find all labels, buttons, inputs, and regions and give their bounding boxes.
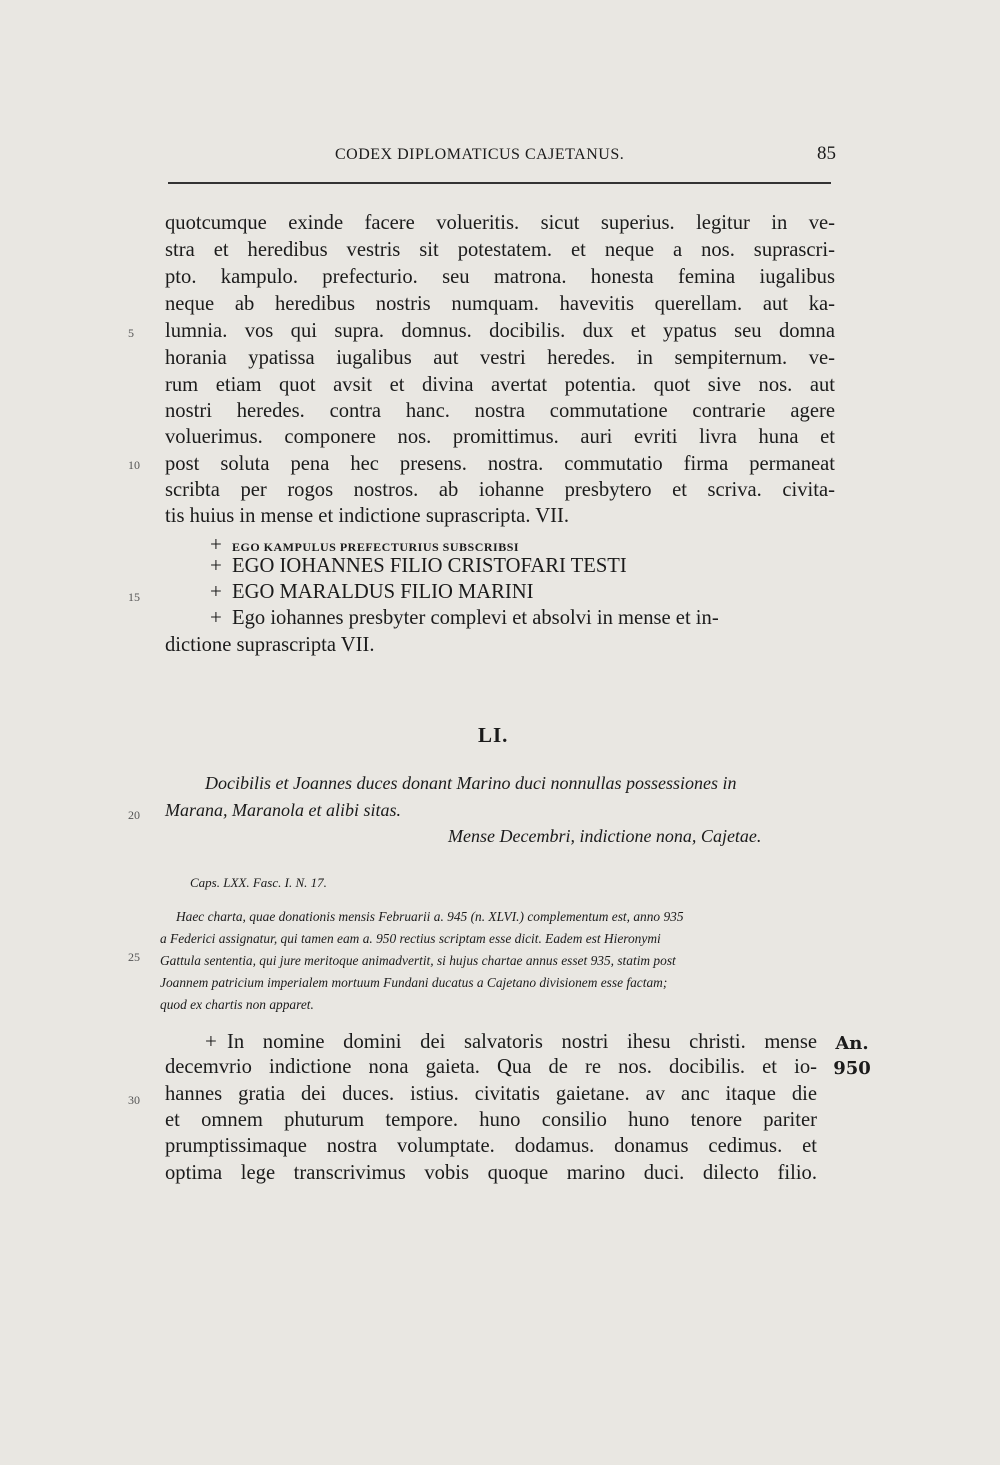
signature-text: EGO KAMPULUS PREFECTURIUS SUBSCRIBSI xyxy=(232,540,520,554)
body-line: pto. kampulo. prefecturio. seu matrona. honesta femina iugalibus xyxy=(165,266,835,288)
signature-text: Ego iohannes presbyter complevi et absolvi in mense et in- xyxy=(232,607,719,629)
note-line: a Federici assignatur, qui tamen eam a. 950 rectius scriptam esse dicit. Eadem est Hieronymi xyxy=(160,931,661,946)
header-rule xyxy=(168,182,831,184)
body-line: stra et heredibus vestris sit potestatem. et neque a nos. suprascri- xyxy=(165,239,835,261)
body-line: neque ab heredibus nostris numquam. havevitis querellam. aut ka- xyxy=(165,293,835,315)
note-line: quod ex chartis non apparet. xyxy=(160,997,314,1012)
margin-year: 950 xyxy=(833,1058,871,1079)
charter-line: et omnem phuturum tempore. huno consilio huno tenore pariter xyxy=(165,1109,817,1131)
cross-icon: + xyxy=(210,532,222,556)
body-line: post soluta pena hec presens. nostra. commutatio firma permaneat xyxy=(165,453,835,475)
charter-line-text: In nomine domini dei salvatoris nostri ihesu christi. mense xyxy=(227,1031,817,1053)
signature-continuation: dictione suprascripta VII. xyxy=(165,634,375,656)
line-number: 30 xyxy=(128,1093,140,1107)
line-number: 5 xyxy=(128,326,134,340)
charter-line: optima lege transcrivimus vobis quoque marino duci. dilecto filio. xyxy=(165,1162,817,1184)
running-title: CODEX DIPLOMATICUS CAJETANUS. xyxy=(335,146,625,163)
body-line: scribta per rogos nostros. ab iohanne presbytero et scriva. civita- xyxy=(165,479,835,501)
line-number: 25 xyxy=(128,950,140,964)
regest-date: Mense Decembri, indictione nona, Cajetae. xyxy=(448,826,762,846)
body-line: voluerimus. componere nos. promittimus. auri evriti livra huna et xyxy=(165,426,835,448)
line-number: 10 xyxy=(128,458,140,472)
signature-text: EGO IOHANNES FILIO CRISTOFARI TESTI xyxy=(232,555,627,577)
page-number: 85 xyxy=(817,143,836,164)
signature-line xyxy=(210,605,719,630)
regest-line: Marana, Maranola et alibi sitas. xyxy=(165,800,402,820)
cross-icon: + xyxy=(210,553,222,577)
charter-line xyxy=(205,1028,817,1055)
charter-line: decemvrio indictione nona gaieta. Qua de re nos. docibilis. et io- xyxy=(165,1056,817,1078)
body-line: tis huius in mense et indictione suprascripta. VII. xyxy=(165,505,569,527)
body-line: nostri heredes. contra hanc. nostra commutatione contrarie agere xyxy=(165,400,835,422)
signature-line xyxy=(210,579,533,604)
note-line: Joannem patricium imperialem mortuum Fundani ducatus a Cajetano divisionem esse factam; xyxy=(160,975,668,990)
charter-line: hannes gratia dei duces. istius. civitatis gaietane. av anc itaque die xyxy=(165,1083,817,1105)
line-number: 20 xyxy=(128,808,140,822)
margin-year-label: An. xyxy=(835,1033,869,1054)
body-line: rum etiam quot avsit et divina avertat potentia. quot sive nos. aut xyxy=(165,374,835,396)
cross-icon: + xyxy=(210,579,222,603)
signature-text: EGO MARALDUS FILIO MARINI xyxy=(232,581,534,603)
body-line: quotcumque exinde facere volueritis. sicut superius. legitur in ve- xyxy=(165,212,835,234)
body-line: horania ypatissa iugalibus aut vestri heredes. in sempiternum. ve- xyxy=(165,347,835,369)
signature-line xyxy=(210,553,627,578)
archive-reference: Caps. LXX. Fasc. I. N. 17. xyxy=(190,875,327,890)
note-line: Haec charta, quae donationis mensis Februarii a. 945 (n. XLVI.) complementum est, anno 935 xyxy=(176,909,684,924)
body-line: lumnia. vos qui supra. domnus. docibilis. dux et ypatus seu domna xyxy=(165,320,835,342)
cross-icon: + xyxy=(210,605,222,629)
section-number: LI. xyxy=(478,723,509,747)
charter-line: prumptissimaque nostra volumptate. dodamus. donamus cedimus. et xyxy=(165,1135,817,1157)
cross-icon: + xyxy=(205,1029,217,1053)
regest-line: Docibilis et Joannes duces donant Marino duci nonnullas possessiones in xyxy=(205,773,737,793)
line-number: 15 xyxy=(128,590,140,604)
note-line: Gattula sententia, qui jure meritoque animadvertit, si hujus chartae annus esset 935, statim post xyxy=(160,953,676,968)
